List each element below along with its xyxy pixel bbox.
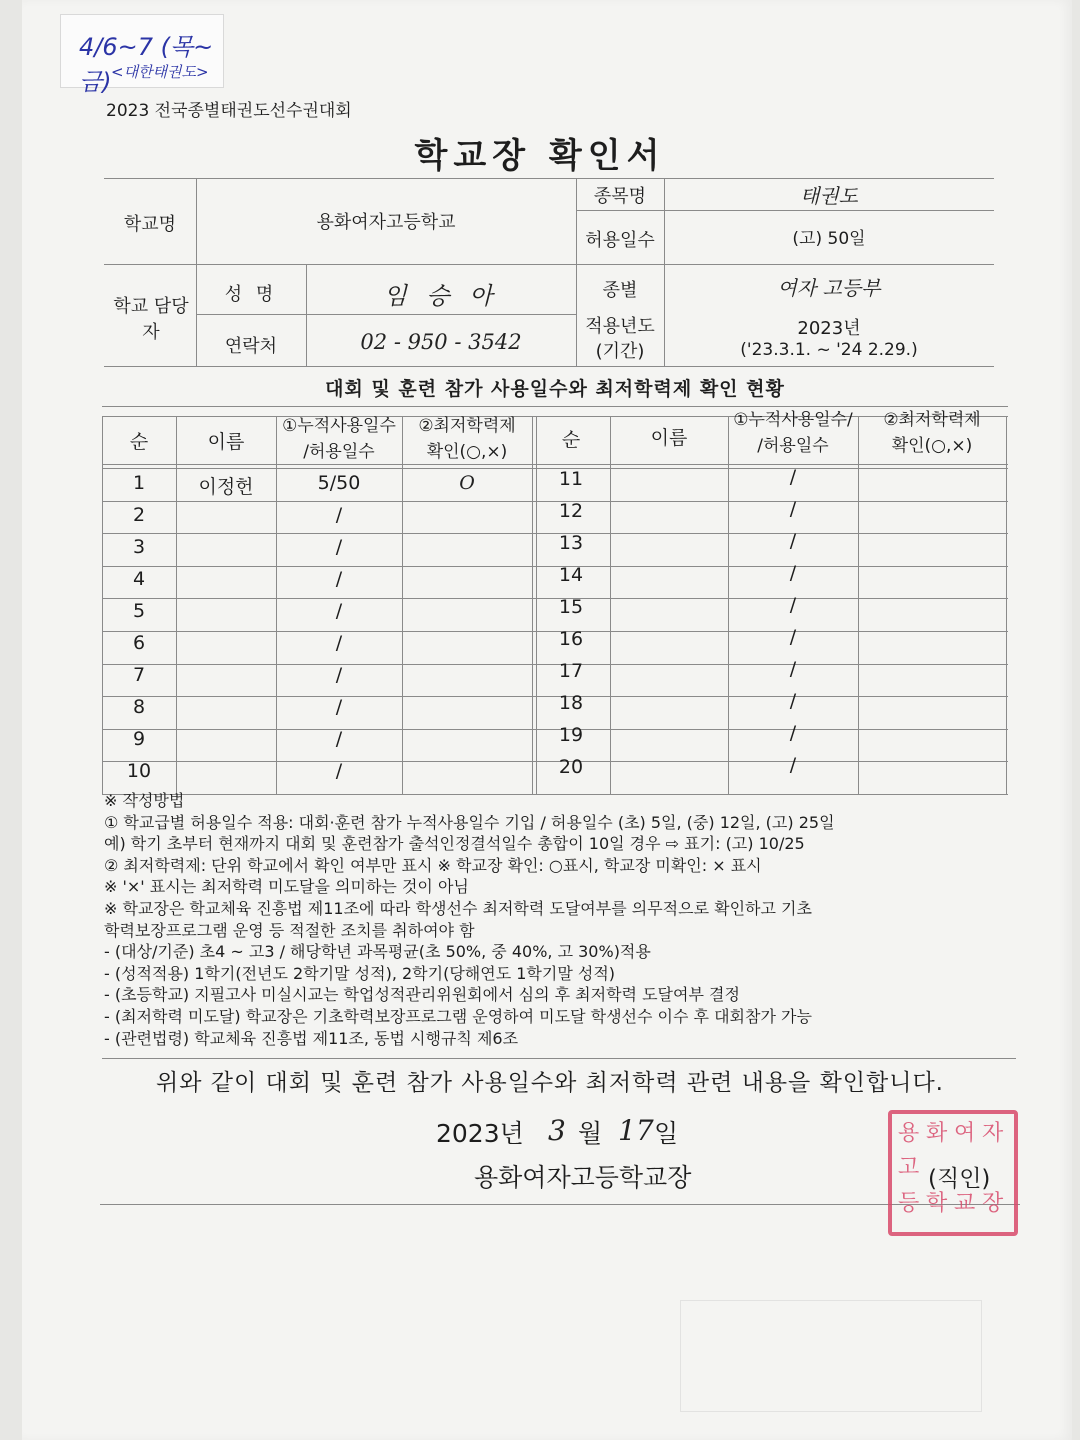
header-order-right: 순 xyxy=(561,429,581,451)
row-days-ratio: 5/50 xyxy=(317,472,361,494)
contact-label: 연락처 xyxy=(224,336,278,357)
info-line xyxy=(576,210,994,211)
header-name-right: 이름 xyxy=(650,427,688,449)
row-days-ratio-right: / xyxy=(789,530,797,552)
info-line xyxy=(196,314,576,315)
row-days-ratio: / xyxy=(335,536,343,558)
row-days-ratio-right: / xyxy=(789,594,797,616)
section-title: 대회 및 훈련 참가 사용일수와 최저학력제 확인 현황 xyxy=(325,378,785,400)
confirmation-text: 위와 같이 대회 및 훈련 참가 사용일수와 최저학력 관련 내용을 확인합니다. xyxy=(156,1070,944,1096)
guide-line: ① 학교급별 허용일수 적용: 대회·훈련 참가 누적사용일수 기입 / 허용일수 (초) 5일, (중) 12일, (고) 25일 xyxy=(104,812,835,832)
row-days-ratio-right: / xyxy=(789,498,797,520)
row-number: 1 xyxy=(132,472,146,494)
header-check-right-line1: ②최저학력제 xyxy=(883,410,981,430)
info-line xyxy=(104,264,994,265)
handwritten-note xyxy=(60,14,224,96)
row-days-ratio-right: / xyxy=(789,754,797,776)
guide-line: - (최저학력 미도달) 학교장은 기초학력보장프로그램 운영하여 미도달 학생선수 이수 후 대회참가 가능 xyxy=(104,1006,812,1026)
note-line-2: <대한태권도> xyxy=(111,63,209,81)
row-days-ratio: / xyxy=(335,696,343,718)
year-value: 2023년 xyxy=(797,318,861,339)
row-number: 6 xyxy=(132,632,146,654)
date-month-unit: 월 xyxy=(578,1119,603,1148)
sport-label: 종목명 xyxy=(593,186,647,207)
row-number: 4 xyxy=(132,568,146,590)
row-days-ratio-right: / xyxy=(789,466,797,488)
row-days-ratio: / xyxy=(335,600,343,622)
header-days-line1: ①누적사용일수 xyxy=(282,416,396,436)
table-column-line xyxy=(858,416,859,794)
row-number: 7 xyxy=(132,664,146,686)
date-month: 3 xyxy=(548,1114,566,1147)
header-check-line1: ②최저학력제 xyxy=(418,416,516,436)
year-period: ('23.3.1. ~ '24 2.29.) xyxy=(740,340,918,360)
table-header-bottom xyxy=(102,464,1008,465)
row-days-ratio-right: / xyxy=(789,658,797,680)
row-number-right: 19 xyxy=(558,724,584,746)
guide-line: - (성적적용) 1학기(전년도 2학기말 성적), 2학기(당해연도 1학기말 성적) xyxy=(104,963,616,983)
row-days-ratio: / xyxy=(335,504,343,526)
header-days-right-line1: ①누적사용일수/ xyxy=(733,410,853,430)
row-days-ratio-right: / xyxy=(789,690,797,712)
row-number-right: 13 xyxy=(558,532,584,554)
date-day-unit: 일 xyxy=(654,1119,679,1148)
row-days-ratio: / xyxy=(335,760,343,782)
school-label: 학교명 xyxy=(123,214,177,235)
header-check-right-line2: 확인(○,×) xyxy=(891,436,973,456)
allowed-days-value: (고) 50일 xyxy=(792,229,866,249)
divider-bottom xyxy=(100,1204,1020,1205)
guide-line: ② 최저학력제: 단위 학교에서 확인 여부만 표시 ※ 학교장 확인: ○표시, 학교장 미확인: × 표시 xyxy=(104,855,762,875)
row-number-right: 16 xyxy=(558,628,584,650)
date-day: 17 xyxy=(618,1114,654,1147)
header-days-line2: /허용일수 xyxy=(303,442,375,462)
allowed-days-label: 허용일수 xyxy=(585,230,655,251)
date-year: 2023년 xyxy=(436,1119,524,1148)
info-border-bottom xyxy=(104,366,994,367)
row-name: 이정헌 xyxy=(198,476,254,498)
guide-line: 예) 학기 초부터 현재까지 대회 및 훈련참가 출석인정결석일수 총합이 10일 경우 ⇨ 표기: (고) 10/25 xyxy=(104,834,805,854)
category-value: 여자 고등부 xyxy=(777,276,881,300)
row-number: 2 xyxy=(132,504,146,526)
row-days-ratio: / xyxy=(335,632,343,654)
row-number-right: 20 xyxy=(558,756,584,778)
row-number-right: 12 xyxy=(558,500,584,522)
row-number: 8 xyxy=(132,696,146,718)
row-check-mark: O xyxy=(459,472,475,494)
header-days-right-line2: /허용일수 xyxy=(757,436,829,456)
staff-label: 학교 담당자 xyxy=(113,296,189,343)
note-line-1: 4/6~7 (목~금) xyxy=(79,33,214,96)
official-seal-stamp: 용 화 여 자 고 등 학 교 장 xyxy=(888,1110,1018,1236)
info-border-top xyxy=(104,178,994,179)
page-title: 학교장 확인서 xyxy=(414,136,666,176)
header-name: 이름 xyxy=(207,431,245,453)
guide-line: - (대상/기준) 초4 ~ 고3 / 해당학년 과목평균(초 50%, 중 40%, 고 30%)적용 xyxy=(104,942,651,962)
table-border-top xyxy=(102,406,1008,407)
row-number-right: 14 xyxy=(558,564,584,586)
row-number: 3 xyxy=(132,536,146,558)
name-value: 임 승 아 xyxy=(383,282,499,310)
name-label: 성 명 xyxy=(224,284,278,305)
header-order: 순 xyxy=(129,431,149,453)
table-column-line xyxy=(610,416,611,794)
guide-line: ※ '×' 표시는 최저학력 미도달을 의미하는 것이 아님 xyxy=(104,877,469,897)
guide-line: 학력보장프로그램 운영 등 적절한 조치를 취하여야 함 xyxy=(104,920,475,940)
guide-line: ※ 학교장은 학교체육 진흥법 제11조에 따라 학생선수 최저학력 도달여부를 의무적으로 확인하고 기초 xyxy=(104,898,812,918)
row-number-right: 15 xyxy=(558,596,584,618)
table-column-line xyxy=(1006,416,1007,794)
header-check-line2: 확인(○,×) xyxy=(426,442,508,462)
row-number: 9 xyxy=(132,728,146,750)
row-days-ratio: / xyxy=(335,568,343,590)
row-number: 5 xyxy=(132,600,146,622)
contact-value: 02 - 950 - 3542 xyxy=(360,330,522,354)
row-number-right: 11 xyxy=(558,468,584,490)
school-value: 용화여자고등학교 xyxy=(316,212,456,233)
writing-guide xyxy=(104,790,1024,1049)
show-through-stamp xyxy=(680,1300,982,1412)
divider xyxy=(102,1058,1016,1059)
row-days-ratio-right: / xyxy=(789,562,797,584)
row-days-ratio: / xyxy=(335,664,343,686)
sport-value: 태권도 xyxy=(800,184,858,208)
row-days-ratio-right: / xyxy=(789,626,797,648)
event-name: 2023 전국종별태권도선수권대회 xyxy=(106,101,352,121)
principal-title: 용화여자고등학교장 xyxy=(474,1163,692,1192)
row-days-ratio: / xyxy=(335,728,343,750)
category-label: 종별 xyxy=(602,280,638,301)
row-number-right: 17 xyxy=(558,660,584,682)
year-label: 적용년도 (기간) xyxy=(585,316,655,362)
row-number-right: 18 xyxy=(558,692,584,714)
seal-label: (직인) xyxy=(928,1166,991,1192)
guide-line: - (관련법령) 학교체육 진흥법 제11조, 동법 시행규칙 제6조 xyxy=(104,1028,519,1048)
guide-line: ※ 작성방법 xyxy=(104,791,185,810)
row-number: 10 xyxy=(126,760,152,782)
guide-line: - (초등학교) 지필고사 미실시교는 학업성적관리위원회에서 심의 후 최저학력 도달여부 결정 xyxy=(104,985,740,1005)
row-days-ratio-right: / xyxy=(789,722,797,744)
